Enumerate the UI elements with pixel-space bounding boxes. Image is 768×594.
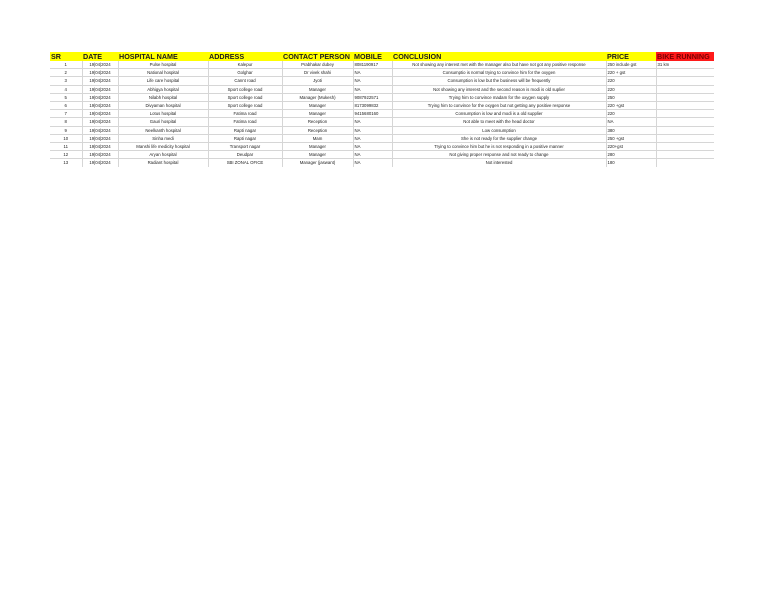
cell-bike-running[interactable]: 31 km [656,61,714,69]
cell-address[interactable]: Transport nagar [208,143,282,151]
cell-hospital-name[interactable]: Pulse hospital [118,61,208,69]
cell-sr[interactable]: 10 [50,134,82,142]
cell-price[interactable]: 280 [606,151,656,159]
cell-contact-person[interactable]: Manager (Mukesh) [282,93,353,101]
cell-address[interactable]: SBI ZONAL OFICE [208,159,282,167]
cell-bike-running[interactable] [656,134,714,142]
cell-mobile[interactable]: NA [353,159,392,167]
cell-conclusion[interactable]: Not interested [392,159,606,167]
cell-address[interactable]: Cannt road [208,77,282,85]
header-row [50,52,714,61]
cell-address[interactable]: Golghar [208,69,282,77]
cell-sr[interactable]: 13 [50,159,82,167]
cell-contact-person[interactable]: Manager [282,85,353,93]
header-mobile[interactable]: MOBILE [353,52,392,61]
cell-address[interactable]: Fatima road [208,110,282,118]
header-hospital-name[interactable]: HOSPITAL NAME [118,52,208,61]
cell-bike-running[interactable] [656,110,714,118]
cell-conclusion[interactable]: Consumptio is normal trying to convince him for the oxygen [392,69,606,77]
table-row [50,118,714,126]
cell-price[interactable]: 250 [606,93,656,101]
cell-price[interactable]: 220 [606,77,656,85]
cell-price[interactable]: 220 [606,110,656,118]
cell-hospital-name[interactable]: National hospital [118,69,208,77]
cell-sr[interactable]: 9 [50,126,82,134]
cell-price[interactable]: 250 include gst [606,61,656,69]
cell-date[interactable]: 19|04|2024 [82,93,118,101]
cell-sr[interactable]: 8 [50,118,82,126]
cell-price[interactable]: NA [606,118,656,126]
cell-date[interactable]: 19|04|2024 [82,102,118,110]
cell-mobile[interactable]: NA [353,151,392,159]
table-row [50,126,714,134]
cell-bike-running[interactable] [656,143,714,151]
table-row [50,61,714,69]
cell-date[interactable]: 19|04|2024 [82,126,118,134]
cell-contact-person[interactable]: Dr vivek shahi [282,69,353,77]
cell-mobile[interactable]: NA [353,118,392,126]
header-price[interactable]: PRICE [606,52,656,61]
cell-hospital-name[interactable]: Divyaman hospital [118,102,208,110]
spreadsheet-table [50,52,714,167]
cell-price[interactable]: 220 + gst [606,69,656,77]
cell-mobile[interactable]: NA [353,77,392,85]
cell-date[interactable]: 19|04|2024 [82,118,118,126]
cell-conclusion[interactable]: Consumption is low but the business will be frequently [392,77,606,85]
cell-contact-person[interactable]: Jyoti [282,77,353,85]
cell-hospital-name[interactable]: Neelkanth hospital [118,126,208,134]
cell-price[interactable]: 180 [606,159,656,167]
cell-bike-running[interactable] [656,126,714,134]
cell-mobile[interactable]: 9087922571 [353,93,392,101]
cell-conclusion[interactable]: Not able to meet with the head doctor [392,118,606,126]
table-row [50,159,714,167]
cell-contact-person[interactable]: Reception [282,126,353,134]
cell-conclusion[interactable]: Not showing any interest and the second reason is modi is old suplier [392,85,606,93]
cell-date[interactable]: 19|04|2024 [82,61,118,69]
cell-address[interactable]: Sport college road [208,102,282,110]
cell-contact-person[interactable]: Reception [282,118,353,126]
cell-sr[interactable]: 11 [50,143,82,151]
header-address[interactable]: ADDRESS [208,52,282,61]
cell-address[interactable]: Deudpar [208,151,282,159]
header-sr[interactable]: SR [50,52,82,61]
cell-address[interactable]: Sport college road [208,93,282,101]
cell-bike-running[interactable] [656,85,714,93]
cell-mobile[interactable]: 8081190917 [353,61,392,69]
cell-hospital-name[interactable]: Abhigya hospital [118,85,208,93]
cell-price[interactable]: 250 +gst [606,134,656,142]
cell-bike-running[interactable] [656,69,714,77]
cell-mobile[interactable]: NA [353,126,392,134]
cell-sr[interactable]: 6 [50,102,82,110]
table-row [50,69,714,77]
cell-sr[interactable]: 2 [50,69,82,77]
cell-bike-running[interactable] [656,93,714,101]
cell-mobile[interactable]: 8173099832 [353,102,392,110]
cell-address[interactable]: Sport college road [208,85,282,93]
cell-bike-running[interactable] [656,118,714,126]
header-contact-person[interactable]: CONTACT PERSON [282,52,353,61]
table-row [50,151,714,159]
cell-mobile[interactable]: NA [353,134,392,142]
cell-contact-person[interactable]: Prabhakar dubey [282,61,353,69]
cell-address[interactable]: Rapti nagar [208,134,282,142]
cell-bike-running[interactable] [656,159,714,167]
cell-date[interactable]: 19|04|2024 [82,77,118,85]
cell-price[interactable]: 380 [606,126,656,134]
table-body [50,61,714,167]
table-row [50,85,714,93]
cell-hospital-name[interactable]: Aryan hospital [118,151,208,159]
cell-contact-person[interactable]: Manager (jaswant) [282,159,353,167]
cell-sr[interactable]: 7 [50,110,82,118]
table-row [50,102,714,110]
cell-sr[interactable]: 1 [50,61,82,69]
cell-date[interactable]: 19|04|2024 [82,151,118,159]
cell-contact-person[interactable]: Manager [282,143,353,151]
cell-date[interactable]: 19|04|2024 [82,85,118,93]
cell-conclusion[interactable]: Trying to convince him but he is not responding in a positive manner [392,143,606,151]
cell-contact-person[interactable]: Manager [282,102,353,110]
cell-sr[interactable]: 4 [50,85,82,93]
cell-conclusion[interactable]: Trying him to convince madam for the oxygen supply [392,93,606,101]
cell-hospital-name[interactable]: Life care hospital [118,77,208,85]
cell-price[interactable]: 220 [606,85,656,93]
table-row [50,110,714,118]
cell-conclusion[interactable]: Trying him to convince for the oxygen but not getting any positive response [392,102,606,110]
cell-conclusion[interactable]: Not giving proper response and not ready to change [392,151,606,159]
cell-hospital-name[interactable]: Gauri hospital [118,118,208,126]
cell-hospital-name[interactable]: Nilabh hospital [118,93,208,101]
cell-contact-person[interactable]: Manager [282,110,353,118]
cell-bike-running[interactable] [656,102,714,110]
cell-date[interactable]: 19|04|2024 [82,159,118,167]
cell-bike-running[interactable] [656,151,714,159]
cell-address[interactable]: Fatima road [208,118,282,126]
cell-conclusion[interactable]: Consumption is low and modi is a old supplier [392,110,606,118]
cell-mobile[interactable]: NA [353,69,392,77]
cell-price[interactable]: 220 +gst [606,102,656,110]
cell-mobile[interactable]: 9415680160 [353,110,392,118]
cell-price[interactable]: 220+gst [606,143,656,151]
table-row [50,143,714,151]
table-row [50,77,714,85]
cell-contact-person[interactable]: Mam [282,134,353,142]
cell-bike-running[interactable] [656,77,714,85]
cell-hospital-name[interactable]: Manshi life medicity hospital [118,143,208,151]
cell-hospital-name[interactable]: Sinha medi [118,134,208,142]
header-date[interactable]: DATE [82,52,118,61]
cell-hospital-name[interactable]: Lotus hospital [118,110,208,118]
table-row [50,93,714,101]
cell-date[interactable]: 19|04|2024 [82,69,118,77]
cell-hospital-name[interactable]: Radiant hospital [118,159,208,167]
cell-sr[interactable]: 3 [50,77,82,85]
cell-conclusion[interactable]: She is not ready for the supplier change [392,134,606,142]
cell-date[interactable]: 19|04|2024 [82,110,118,118]
cell-date[interactable]: 19|04|2024 [82,143,118,151]
cell-date[interactable]: 19|04|2024 [82,134,118,142]
cell-conclusion[interactable]: Low consumption [392,126,606,134]
cell-mobile[interactable]: NA [353,143,392,151]
header-conclusion[interactable]: CONCLUSION [392,52,606,61]
cell-conclusion[interactable]: Not showing any interest met with the manager also but have not got any positive response [392,61,606,69]
table-row [50,134,714,142]
cell-contact-person[interactable]: Manager [282,151,353,159]
cell-sr[interactable]: 12 [50,151,82,159]
cell-sr[interactable]: 5 [50,93,82,101]
cell-address[interactable]: Kalepur [208,61,282,69]
cell-mobile[interactable]: NA [353,85,392,93]
cell-address[interactable]: Rapti nagar [208,126,282,134]
header-bike-running[interactable]: BIKE RUNNING [656,52,714,61]
